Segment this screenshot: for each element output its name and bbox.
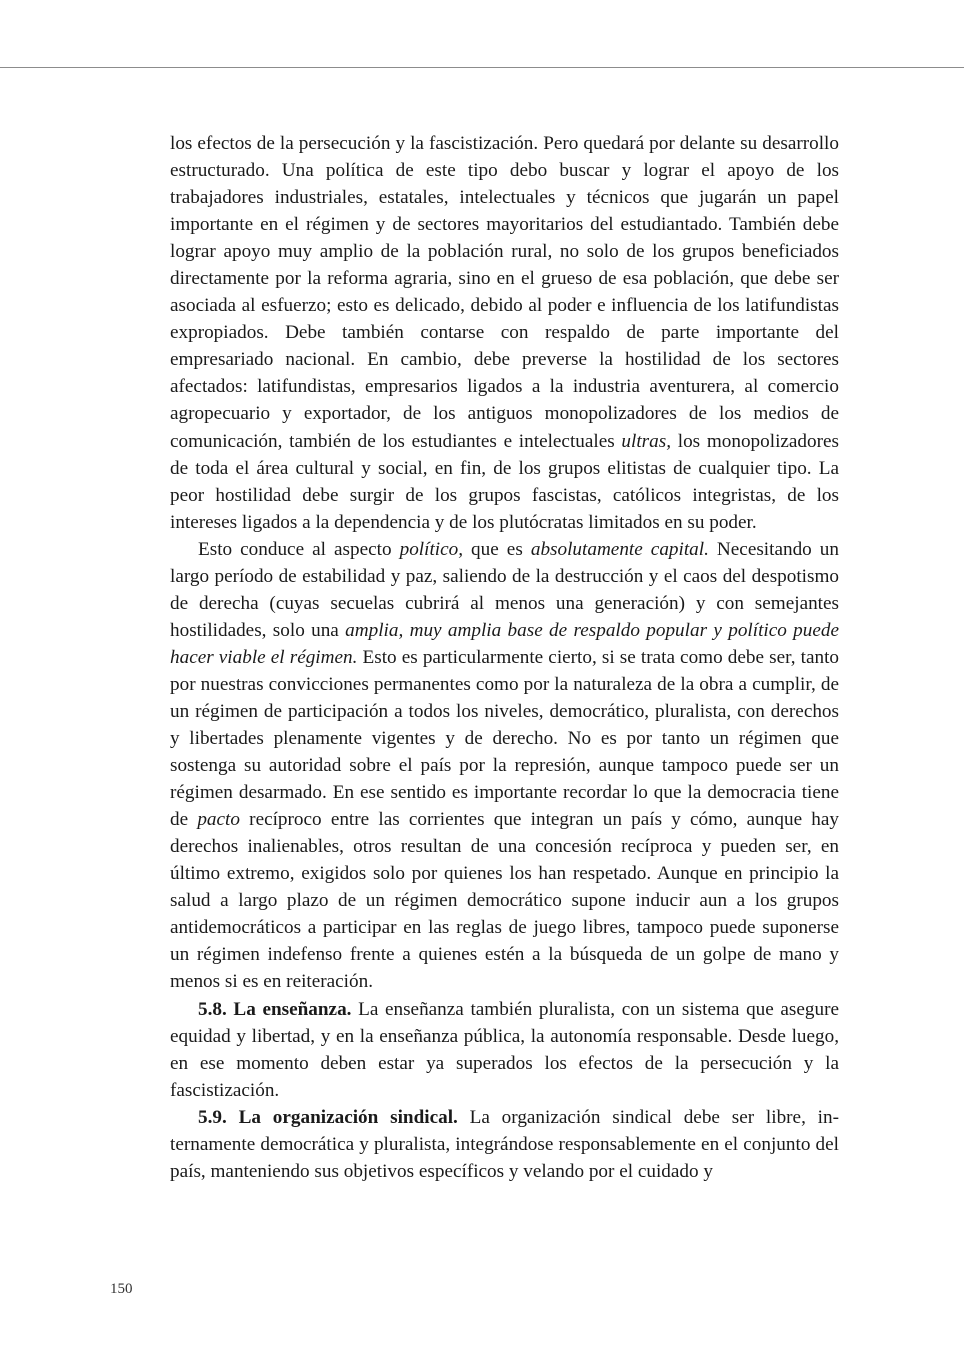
section-5-9: [170, 1104, 839, 1185]
paragraph-2-text-b: que es: [463, 538, 531, 560]
paragraph-1: [170, 130, 839, 536]
section-5-8-text: La enseñanza también pluralista, con un sistema que asegure equidad y libertad, y en la enseñanza pública, la autonomía responsable. Desde luego, en ese momento deben estar ya superados los efectos de la persecución y la fascistización.: [170, 998, 840, 1101]
paragraph-2: [170, 536, 839, 996]
section-5-8: [170, 996, 839, 1104]
header-rule: [0, 67, 964, 68]
paragraph-2-text-a: Esto conduce al aspecto: [198, 538, 400, 560]
paragraph-2-text-c: Necesitando un largo período de estabilidad y paz, saliendo de la destrucción y el caos del despotismo de derecha (cuyas secuelas cubrirá al menos una generación) y con semejantes hostilidades, solo una: [170, 538, 839, 641]
section-5-8-heading: 5.8. La enseñanza.: [198, 998, 352, 1020]
paragraph-1-emphasis: ultras,: [621, 430, 672, 452]
paragraph-1-tail: los monopolizadores de toda el área cultural y social, en fin, de los grupos elitistas de cualquier tipo. La peor hostilidad debe surgir de los grupos fascistas, católicos integristas, de los intereses ligados a la dependencia y de los plutócratas limitados en su poder.: [170, 430, 839, 533]
paragraph-2-text-e: recíproco entre las corrientes que integran un país y cómo, aunque hay derechos inalienables, otros resultan de una concesión recíproca y pueden ser, en último extremo, exigidos solo por quienes los han respetado. Aunque en principio la salud a largo plazo de un régimen democrático supone inducir aun a los grupos antidemocráticos a participar en las reglas de juego libres, tampoco puede suponerse un régimen indefenso frente a quienes estén a la búsqueda de un golpe de mano y menos si es en reiteración.: [170, 809, 839, 993]
paragraph-1-text: los efectos de la persecución y la fascistización. Pero quedará por delante su desarrollo estructurado. Una política de este tipo debo buscar y lograr el apoyo de los trabajadores industriales, estatales, intelectuales y técnicos que jugarán un papel importante en el régimen y de sectores mayoritarios del estudiantado. También debe lograr apoyo muy amplio de la población rural, no solo de los grupos beneficiados directamente por la reforma agraria, sino en el grueso de esa población, que debe ser asociada al esfuerzo; esto es delicado, debido al poder e influencia de los latifundistas expropiados. Debe también contarse con respaldo de parte importante del empresariado nacional. En cambio, debe preverse la hostilidad de los sectores afectados: latifundistas, empresarios ligados a la industria aventurera, al comercio agropecuario y exportador, de los antiguos monopolizadores de los medios de comunicación, también de los estudiantes e intelectuales: [170, 133, 839, 452]
section-5-9-text: La organización sindical debe ser libre, internamente democrática y pluralista, integrándose responsablemente en el conjunto del país, manteniendo sus objetivos específicos y velando por el cuidado y: [170, 1106, 839, 1182]
page-number: 150: [110, 1281, 133, 1297]
section-5-9-heading: 5.9. La organización sindical.: [198, 1106, 458, 1128]
paragraph-2-emphasis-1: político,: [399, 538, 464, 560]
paragraph-2-emphasis-2: absolutamente capital.: [530, 538, 709, 560]
paragraph-2-text-d: Esto es particularmente cierto, si se trata como debe ser, tanto por nuestras convicciones permanentes como por la naturaleza de la obra a cumplir, de un régimen de participación a todos los niveles, democrático, pluralista, con derechos y libertades plenamente vigentes y de derecho. No es por tanto un régimen que sostenga su autoridad sobre el país por la represión, aunque tampoco puede ser un régimen desarmado. En ese sentido es importante recordar lo que la democracia tiene de: [170, 646, 839, 831]
paragraph-2-emphasis-3: amplia, muy amplia base de respaldo popular y político puede hacer viable el régimen.: [170, 619, 840, 668]
body-text: [170, 130, 839, 1185]
paragraph-2-emphasis-4: pacto: [197, 809, 240, 831]
